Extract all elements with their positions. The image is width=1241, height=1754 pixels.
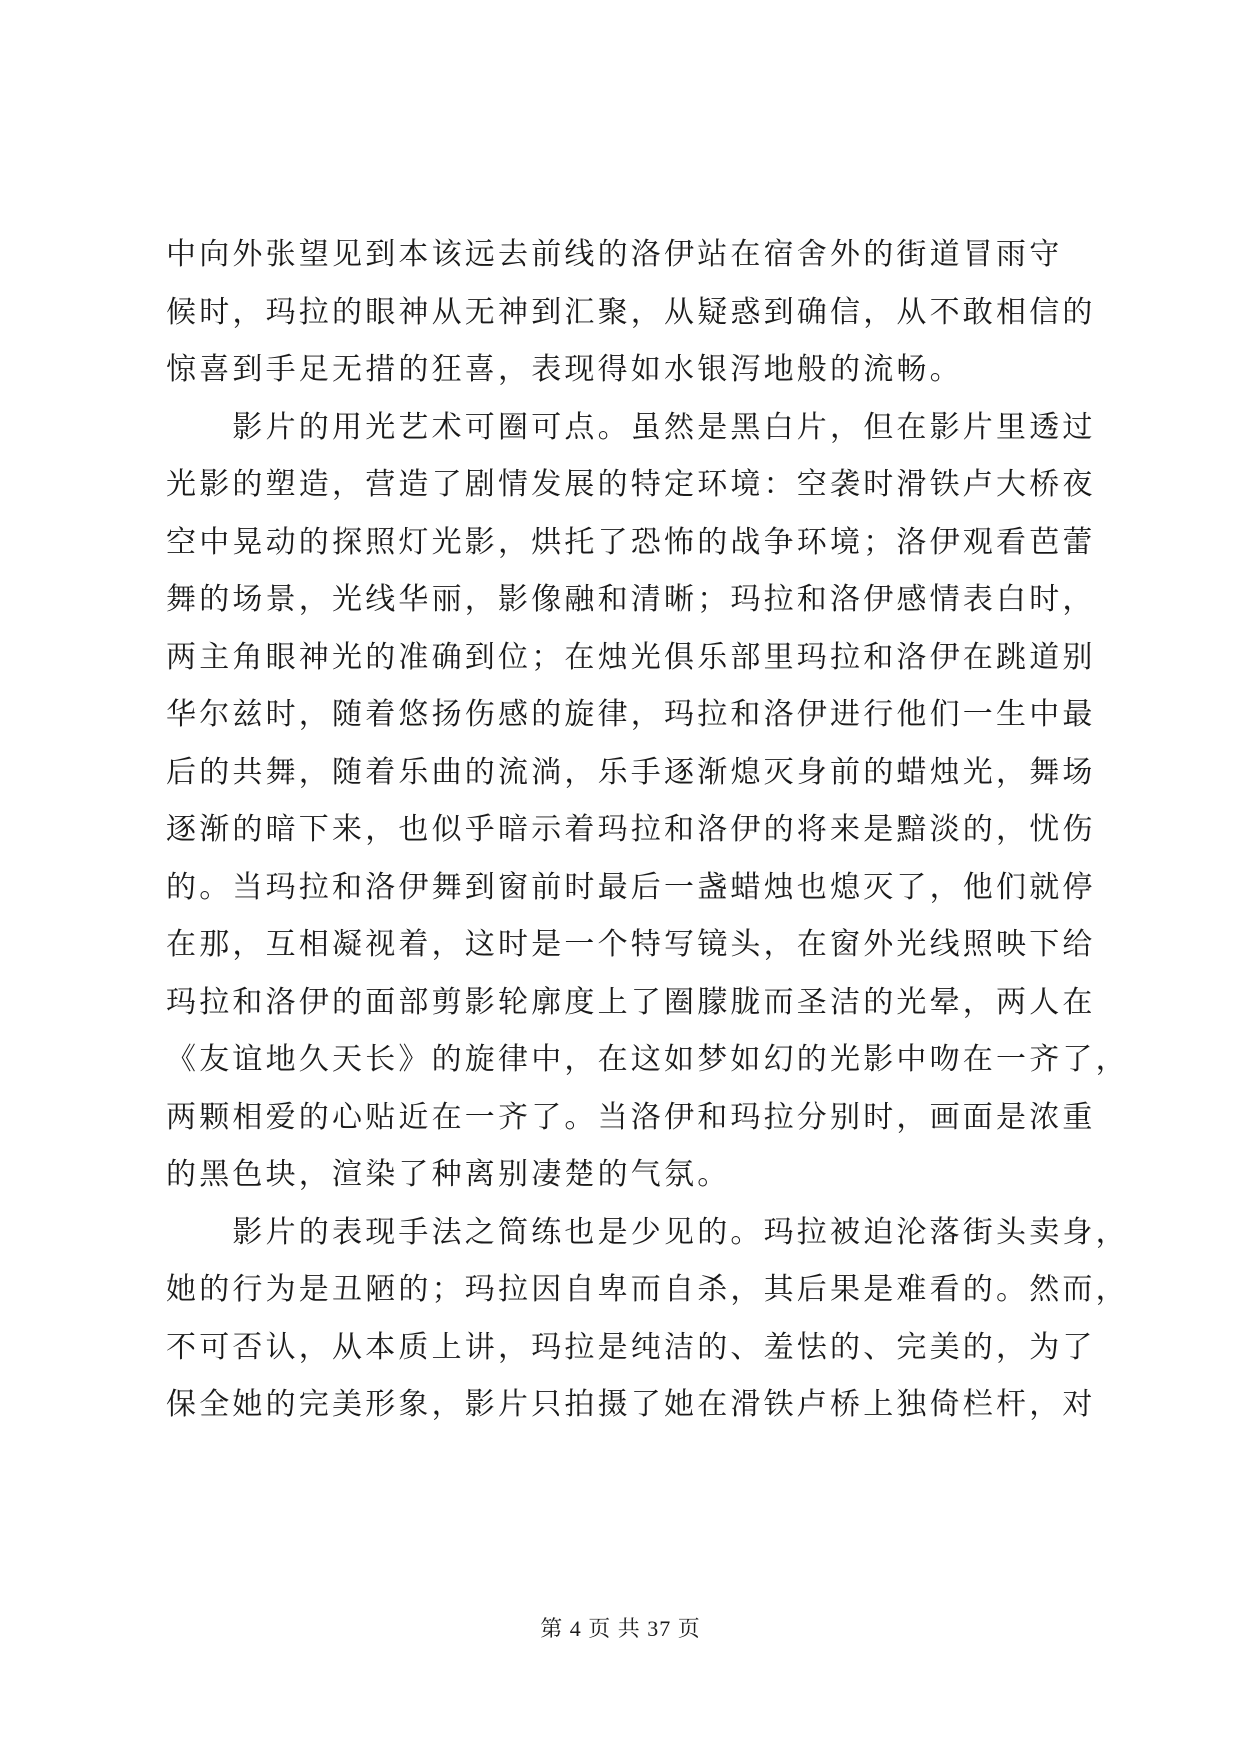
text-line: 《友谊地久天长》的旋律中，在这如梦如幻的光影中吻在一齐了，: [166, 1042, 1129, 1077]
text-line: 华尔兹时，随着悠扬伤感的旋律，玛拉和洛伊进行他们一生中最: [166, 697, 1096, 732]
text-line: 逐渐的暗下来，也似乎暗示着玛拉和洛伊的将来是黯淡的，忧伤: [166, 812, 1096, 847]
body-text: [166, 226, 1129, 1434]
text-line: 光影的塑造，营造了剧情发展的特定环境：空袭时滑铁卢大桥夜: [166, 467, 1096, 502]
text-line: 影片的表现手法之简练也是少见的。玛拉被迫沦落街头卖身，: [166, 1214, 1129, 1250]
text-line: 她的行为是丑陋的；玛拉因自卑而自杀，其后果是难看的。然而，: [166, 1272, 1129, 1307]
text-line: 的。当玛拉和洛伊舞到窗前时最后一盏蜡烛也熄灭了，他们就停: [166, 869, 1096, 905]
text-line: 惊喜到手足无措的狂喜，表现得如水银泻地般的流畅。: [166, 352, 963, 387]
text-line: 后的共舞，随着乐曲的流淌，乐手逐渐熄灭身前的蜡烛光，舞场: [166, 754, 1096, 790]
text-line: 舞的场景，光线华丽，影像融和清晰；玛拉和洛伊感情表白时，: [166, 582, 1096, 617]
text-line: 两主角眼神光的准确到位；在烛光俱乐部里玛拉和洛伊在跳道别: [166, 639, 1096, 675]
text-line: 空中晃动的探照灯光影，烘托了恐怖的战争环境；洛伊观看芭蕾: [166, 524, 1096, 560]
text-line: 影片的用光艺术可圈可点。虽然是黑白片，但在影片里透过: [166, 409, 1096, 445]
text-line: 两颗相爱的心贴近在一齐了。当洛伊和玛拉分别时，画面是浓重: [166, 1099, 1096, 1135]
text-line: 玛拉和洛伊的面部剪影轮廓度上了圈朦胧而圣洁的光晕，两人在: [166, 984, 1096, 1020]
page-number-footer: 第 4 页 共 37 页: [540, 1616, 701, 1641]
text-line: 在那，互相凝视着，这时是一个特写镜头，在窗外光线照映下给: [166, 927, 1096, 962]
text-line: 候时，玛拉的眼神从无神到汇聚，从疑惑到确信，从不敢相信的: [166, 294, 1096, 330]
text-line: 的黑色块，渲染了种离别凄楚的气氛。: [166, 1157, 731, 1192]
text-line: 不可否认，从本质上讲，玛拉是纯洁的、羞怯的、完美的，为了: [166, 1329, 1096, 1365]
text-line: 保全她的完美形象，影片只拍摄了她在滑铁卢桥上独倚栏杆，对: [166, 1387, 1096, 1422]
text-line: 中向外张望见到本该远去前线的洛伊站在宿舍外的街道冒雨守: [166, 237, 1063, 272]
